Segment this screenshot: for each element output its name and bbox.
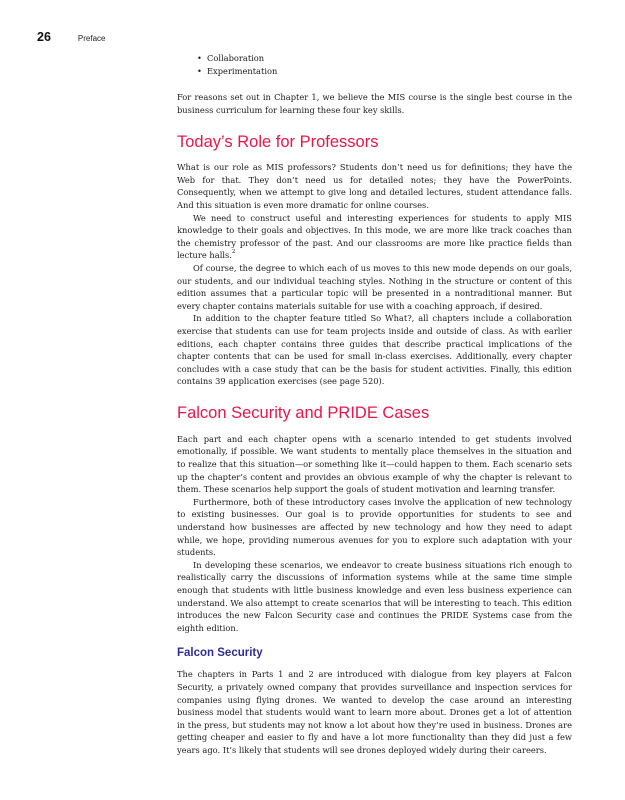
footnote-reference: 2 <box>231 249 236 256</box>
page-number: 26 <box>37 30 51 44</box>
bullet-item: • Experimentation <box>197 65 572 78</box>
cases-paragraph: Furthermore, both of these introductory cases involve the application of new technology to existing businesses. Our goal is to provide opportunities for students to see and understand how businesses are affected by new technology and how they need to adapt while, we hope, providing numerous avenues for you to explore such adaptation with your students. <box>177 496 572 558</box>
page-header <box>37 30 105 44</box>
page-body <box>177 52 572 757</box>
falcon-paragraph: The chapters in Parts 1 and 2 are introduced with dialogue from key players at Falcon Security, a privately owned company that provides surveillance and inspection services for companies using flying drones. We wanted to develop the case around an interesting business model that students would want to learn more about. Drones get a lot of attention in the press, but students may not know a lot about how they’re used in business. Drones are getting cheaper and easier to fly and have a lot more functionality than they did just a few years ago. It’s likely that students will see drones deployed widely during their careers. <box>177 669 572 755</box>
role-paragraph: In addition to the chapter feature titled So What?, all chapters include a collaboration exercise that students can use for team projects inside and outside of class. As with earlier editions, each chapter contains three guides that describe practical implications of the chapter contents that can be used for small in-class exercises. Additionally, every chapter concludes with a case study that can be the basis for student activities. Finally, this edition contains 39 application exercises (see page 520). <box>177 313 572 387</box>
skills-bullet-list <box>177 52 572 77</box>
cases-paragraph: Each part and each chapter opens with a scenario intended to get students involved emotionally, if possible. We want students to mentally place themselves in the situation and to realize that this situation—or something like it—could happen to them. Each scenario sets up the chapter’s content and provides an obvious example of why the chapter is relevant to them. These scenarios help support the goals of student motivation and learning transfer. <box>177 433 572 495</box>
role-paragraph: What is our role as MIS professors? Students don’t need us for definitions; they have the Web for that. They don’t need us for detailed notes; they have the PowerPoints. Consequently, when we attempt to give long and detailed lectures, student attendance falls. And this situation is even more dramatic for online courses. <box>177 162 572 210</box>
role-paragraph: Of course, the degree to which each of us moves to this new mode depends on our goals, our students, and our individual teaching styles. Nothing in the structure or content of this edition assumes that a particular topic will be presented in a nontraditional manner. But every chapter contains materials suitable for use with a coaching approach, if desired. <box>177 262 572 311</box>
cases-paragraph: In developing these scenarios, we endeavor to create business situations rich enough to realistically carry the discussions of information systems while at the same time simple enough that students with little business knowledge and even less business experience can understand. We also attempt to create scenarios that will be interesting to teach. This edition introduces the new Falcon Security case and continues the PRIDE Systems case from the eighth edition. <box>177 559 572 633</box>
role-paragraph-text: We need to construct useful and interesting experiences for students to apply MIS knowledge to their goals and objectives. In this mode, we are more like track coaches than the chemistry professor of the past. And our classrooms are more like practice fields than lecture halls. <box>177 212 572 261</box>
running-head: Preface <box>77 34 106 43</box>
section-heading-cases: Falcon Security and PRIDE Cases <box>177 403 430 422</box>
bullet-item: • Collaboration <box>197 52 572 65</box>
intro-paragraph: For reasons set out in Chapter 1, we believe the MIS course is the single best course in the business curriculum for learning these four key skills. <box>177 92 572 115</box>
section-heading-role: Today’s Role for Professors <box>177 133 379 152</box>
role-paragraph <box>177 212 572 262</box>
subsection-heading-falcon: Falcon Security <box>177 647 263 660</box>
